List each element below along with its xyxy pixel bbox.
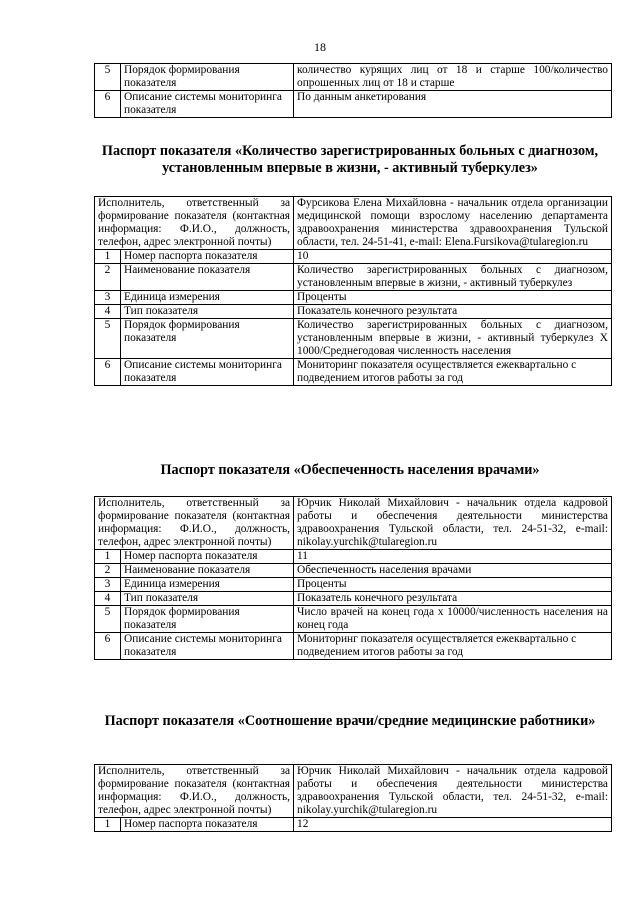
executor-label: Исполнитель, ответственный за формирование показателя (контактная информация: Ф.И.О., должность, телефон, адрес электронной почты) xyxy=(95,197,294,250)
row-value: 10 xyxy=(294,250,612,264)
executor-value: Юрчик Николай Михайлович - начальник отдела кадровой работы и обеспечения деятельности министерства здравоохранения Тульской области, тел. 24-51-32, e-mail: nikolay.yurchik@tularegion.ru xyxy=(294,497,612,550)
row-label: Порядок формирования показателя xyxy=(121,319,294,359)
row-number: 5 xyxy=(95,606,121,633)
row-value: Мониторинг показателя осуществляется ежеквартально с подведением итогов работы за год xyxy=(294,633,612,660)
row-number: 1 xyxy=(95,250,121,264)
table-row xyxy=(95,578,612,592)
passport-table xyxy=(94,496,612,660)
passport-title: Паспорт показателя «Количество зарегистрированных больных с диагнозом, установленным впервые в жизни, - активный туберкулез» xyxy=(101,143,599,176)
continuation-table xyxy=(94,63,612,118)
row-number: 3 xyxy=(95,291,121,305)
table-row xyxy=(95,564,612,578)
passport-title: Паспорт показателя «Соотношение врачи/средние медицинские работники» xyxy=(104,713,596,729)
executor-row xyxy=(95,765,612,818)
row-number: 2 xyxy=(95,564,121,578)
row-value: количество курящих лиц от 18 и старше 100/количество опрошенных лиц от 18 и старше xyxy=(294,64,612,91)
row-number: 6 xyxy=(95,91,121,118)
row-value: По данным анкетирования xyxy=(294,91,612,118)
row-number: 1 xyxy=(95,550,121,564)
row-value: Обеспеченность населения врачами xyxy=(294,564,612,578)
row-number: 5 xyxy=(95,64,121,91)
table-row xyxy=(95,319,612,359)
executor-label: Исполнитель, ответственный за формирование показателя (контактная информация: Ф.И.О., должность, телефон, адрес электронной почты) xyxy=(95,765,294,818)
executor-row xyxy=(95,197,612,250)
row-value: Проценты xyxy=(294,578,612,592)
row-label: Единица измерения xyxy=(121,291,294,305)
row-number: 6 xyxy=(95,359,121,386)
row-label: Единица измерения xyxy=(121,578,294,592)
table-row xyxy=(95,550,612,564)
table-row xyxy=(95,64,612,91)
row-value: Показатель конечного результата xyxy=(294,305,612,319)
row-label: Описание системы мониторинга показателя xyxy=(121,359,294,386)
table-row xyxy=(95,305,612,319)
table-row xyxy=(95,818,612,832)
row-number: 4 xyxy=(95,592,121,606)
row-number: 3 xyxy=(95,578,121,592)
row-label: Номер паспорта показателя xyxy=(121,250,294,264)
executor-value: Фурсикова Елена Михайловна - начальник отдела организации медицинской помощи взрослому населению департамента здравоохранения министерства здравоохранения Тульской области, тел. 24-51-41, e-mail: Elena.Fursikova@tularegion.ru xyxy=(294,197,612,250)
executor-row xyxy=(95,497,612,550)
executor-label: Исполнитель, ответственный за формирование показателя (контактная информация: Ф.И.О., должность, телефон, адрес электронной почты) xyxy=(95,497,294,550)
row-label: Тип показателя xyxy=(121,592,294,606)
row-label: Порядок формирования показателя xyxy=(121,606,294,633)
table-row xyxy=(95,250,612,264)
row-value: Мониторинг показателя осуществляется ежеквартально с подведением итогов работы за год xyxy=(294,359,612,386)
passport-title: Паспорт показателя «Обеспеченность населения врачами» xyxy=(160,462,540,478)
row-value: Количество зарегистрированных больных с диагнозом, установленным впервые в жизни, - активный туберкулез X 1000/Среднегодовая численность населения xyxy=(294,319,612,359)
row-number: 4 xyxy=(95,305,121,319)
row-label: Описание системы мониторинга показателя xyxy=(121,633,294,660)
row-label: Номер паспорта показателя xyxy=(121,818,294,832)
row-value: Проценты xyxy=(294,291,612,305)
row-label: Описание системы мониторинга показателя xyxy=(121,91,294,118)
row-number: 6 xyxy=(95,633,121,660)
row-number: 1 xyxy=(95,818,121,832)
passport-table xyxy=(94,764,612,832)
row-label: Наименование показателя xyxy=(121,264,294,291)
passport-table xyxy=(94,196,612,386)
table-row xyxy=(95,606,612,633)
row-value: 11 xyxy=(294,550,612,564)
table-row xyxy=(95,359,612,386)
row-label: Тип показателя xyxy=(121,305,294,319)
table-row xyxy=(95,91,612,118)
table-row xyxy=(95,291,612,305)
table-row xyxy=(95,264,612,291)
row-value: 12 xyxy=(294,818,612,832)
row-value: Показатель конечного результата xyxy=(294,592,612,606)
page-number: 18 xyxy=(314,40,326,54)
row-number: 2 xyxy=(95,264,121,291)
row-label: Номер паспорта показателя xyxy=(121,550,294,564)
row-label: Наименование показателя xyxy=(121,564,294,578)
row-number: 5 xyxy=(95,319,121,359)
table-row xyxy=(95,633,612,660)
row-value: Количество зарегистрированных больных с диагнозом, установленным впервые в жизни, - активный туберкулез xyxy=(294,264,612,291)
table-row xyxy=(95,592,612,606)
row-value: Число врачей на конец года x 10000/численность населения на конец года xyxy=(294,606,612,633)
executor-value: Юрчик Николай Михайлович - начальник отдела кадровой работы и обеспечения деятельности министерства здравоохранения Тульской области, тел. 24-51-32, e-mail: nikolay.yurchik@tularegion.ru xyxy=(294,765,612,818)
row-label: Порядок формирования показателя xyxy=(121,64,294,91)
